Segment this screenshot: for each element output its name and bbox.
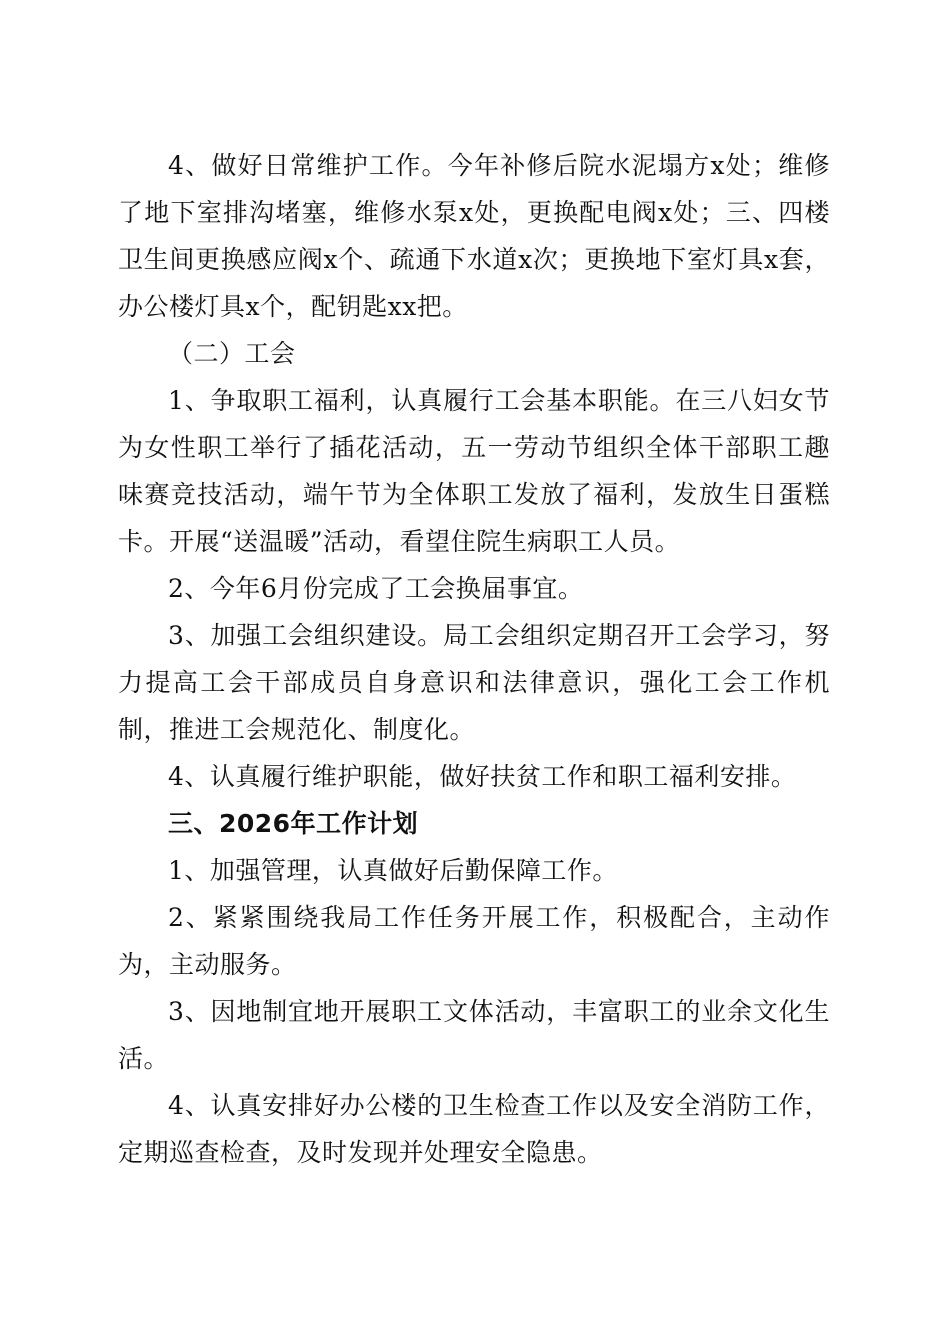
paragraph-plan-item-4: 4、认真安排好办公楼的卫生检查工作以及安全消防工作，定期巡查检查，及时发现并处理安全隐患。 <box>118 1091 830 1167</box>
paragraph-union-item-4: 4、认真履行维护职能，做好扶贫工作和职工福利安排。 <box>168 762 797 791</box>
paragraph-plan-item-1: 1、加强管理，认真做好后勤保障工作。 <box>168 856 618 885</box>
paragraph-maintenance-item-4: 4、做好日常维护工作。今年补修后院水泥塌方x处；维修了地下室排沟堵塞，维修水泵x处，更换配电阀x处；三、四楼卫生间更换感应阀x个、疏通下水道x次；更换地下室灯具x套，办公楼灯具x个，配钥匙xx把。 <box>118 151 830 321</box>
document-body <box>118 142 830 1176</box>
paragraph-union-item-2: 2、今年6月份完成了工会换届事宜。 <box>168 574 584 603</box>
section-heading-work-plan: 三、2026年工作计划 <box>168 809 419 838</box>
paragraph-plan-item-3: 3、因地制宜地开展职工文体活动，丰富职工的业余文化生活。 <box>118 997 830 1073</box>
paragraph-union-item-1: 1、争取职工福利，认真履行工会基本职能。在三八妇女节为女性职工举行了插花活动，五一劳动节组织全体干部职工趣味赛竞技活动，端午节为全体职工发放了福利，发放生日蛋糕卡。开展“送温暖”活动，看望住院生病职工人员。 <box>118 386 830 556</box>
paragraph-plan-item-2: 2、紧紧围绕我局工作任务开展工作，积极配合，主动作为，主动服务。 <box>118 903 830 979</box>
subheading-union: （二）工会 <box>168 339 296 368</box>
paragraph-union-item-3: 3、加强工会组织建设。局工会组织定期召开工会学习，努力提高工会干部成员自身意识和法律意识，强化工会工作机制，推进工会规范化、制度化。 <box>118 621 830 744</box>
